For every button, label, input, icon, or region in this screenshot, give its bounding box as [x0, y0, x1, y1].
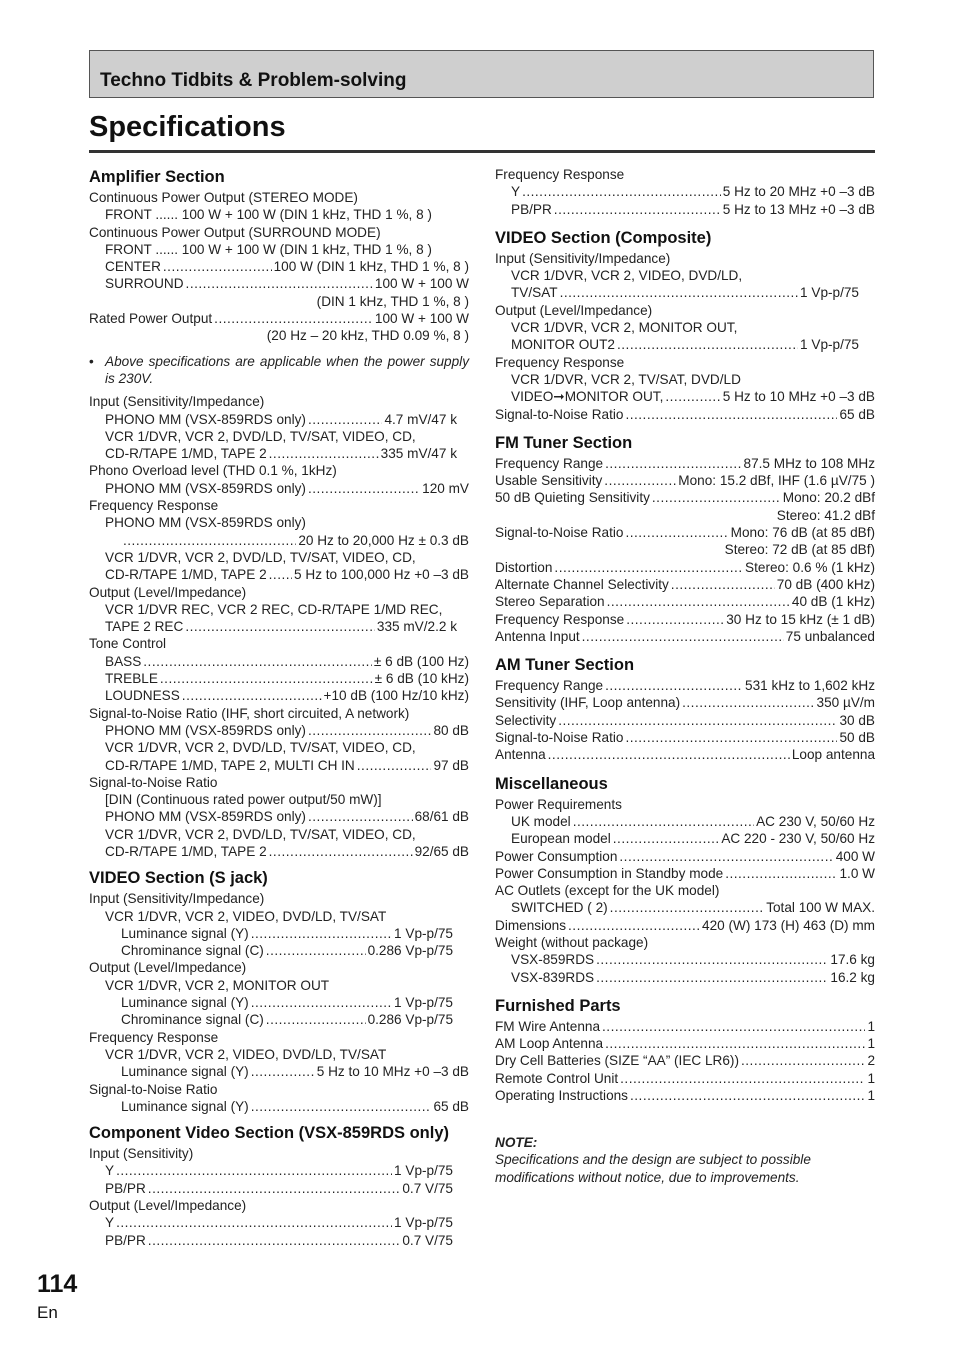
spec-value: 0.7 V/75 — [402, 1232, 453, 1248]
spec-row — [495, 951, 875, 968]
spec-value: Mono: 15.2 dBf, IHF (1.6 µV/75 ) — [678, 473, 875, 489]
spec-line: Output (Level/Impedance) — [89, 960, 247, 976]
spec-value: +10 dB (100 Hz/10 kHz) — [323, 688, 469, 704]
spec-value: 0.286 Vp-p/75 — [367, 943, 453, 959]
spec-row — [89, 1098, 469, 1115]
spec-label: Signal-to-Noise Ratio — [495, 406, 624, 422]
spec-row — [89, 757, 469, 774]
spec-value: 100 W (DIN 1 kHz, THD 1 %, 8 ) — [273, 259, 469, 275]
spec-value: 50 dB — [839, 730, 875, 746]
spec-line: VCR 1/DVR, VCR 2, VIDEO, DVD/LD, TV/SAT — [105, 1046, 387, 1062]
spec-label: CD-R/TAPE 1/MD, TAPE 2 — [105, 567, 267, 583]
spec-value: 400 W — [835, 848, 875, 864]
spec-label: TREBLE — [105, 671, 158, 687]
spec-label: PHONO MM (VSX-859RDS only) — [105, 480, 306, 496]
spec-row — [495, 628, 875, 645]
spec-line: [DIN (Continuous rated power output/50 mW)] — [105, 792, 382, 808]
spec-value: 20 Hz to 20,000 Hz ± 0.3 dB — [298, 532, 469, 548]
fm-tuner-heading: FM Tuner Section — [495, 433, 633, 452]
spec-row — [89, 618, 469, 635]
spec-row — [89, 1063, 469, 1080]
spec-label: SWITCHED ( 2) — [511, 900, 608, 916]
spec-row — [89, 566, 469, 583]
spec-label: LOUDNESS — [105, 688, 180, 704]
spec-label: PHONO MM (VSX-859RDS only) — [105, 722, 306, 738]
spec-label: Y — [511, 184, 521, 200]
spec-value: 5 Hz to 10 MHz +0 –3 dB — [316, 1064, 469, 1080]
spec-row — [89, 445, 469, 462]
spec-label: Frequency Range — [495, 455, 604, 471]
spec-line: Signal-to-Noise Ratio — [89, 774, 218, 790]
spec-label: Chrominance signal (C) — [121, 943, 264, 959]
spec-label: MONITOR OUT2 — [511, 337, 615, 353]
spec-value: 87.5 MHz to 108 MHz — [743, 455, 875, 471]
spec-label: PHONO MM (VSX-859RDS only) — [105, 809, 306, 825]
section-header-label: Techno Tidbits & Problem-solving — [100, 70, 407, 91]
spec-label: Power Consumption in Standby mode — [495, 865, 724, 881]
spec-label: SURROUND — [105, 276, 184, 292]
spec-row — [495, 969, 875, 986]
spec-label: TAPE 2 REC — [105, 619, 184, 635]
spec-label: VIDEO➞MONITOR OUT, — [511, 389, 664, 405]
spec-label: CD-R/TAPE 1/MD, TAPE 2, MULTI CH IN — [105, 757, 355, 773]
spec-value: 65 dB — [433, 1098, 469, 1114]
furnished-parts-heading: Furnished Parts — [495, 996, 621, 1015]
spec-line: Frequency Response — [89, 1029, 219, 1045]
spec-value: 1 — [867, 1088, 875, 1104]
spec-line: VCR 1/DVR, VCR 2, MONITOR OUT — [105, 977, 330, 993]
spec-line: FRONT ...... 100 W + 100 W (DIN 1 kHz, THD 1 %, 8 ) — [105, 241, 432, 257]
spec-line: Frequency Response — [495, 354, 625, 370]
spec-line: VCR 1/DVR, VCR 2, VIDEO, DVD/LD, — [511, 268, 743, 284]
spec-label: Remote Control Unit — [495, 1070, 619, 1086]
spec-value: 4.7 mV/47 k — [384, 411, 457, 427]
spec-row — [495, 917, 875, 934]
spec-row — [495, 1052, 875, 1069]
spec-value: 5 Hz to 13 MHz +0 –3 dB — [722, 201, 875, 217]
spec-row — [89, 925, 469, 942]
spec-value: 100 W + 100 W — [374, 311, 469, 327]
spec-line: Output (Level/Impedance) — [89, 1198, 247, 1214]
spec-value: Loop antenna — [791, 747, 875, 763]
spec-row — [495, 694, 875, 711]
spec-value: 120 mV — [422, 480, 469, 496]
spec-row — [89, 480, 469, 497]
spec-label: PB/PR — [105, 1180, 146, 1196]
spec-row — [89, 1180, 469, 1197]
spec-label: TV/SAT — [511, 285, 558, 301]
spec-value: 30 dB — [839, 712, 875, 728]
spec-label: Luminance signal (Y) — [121, 995, 249, 1011]
spec-value: 70 dB (400 kHz) — [776, 576, 875, 592]
spec-label: CENTER — [105, 259, 161, 275]
spec-label: UK model — [511, 813, 571, 829]
left-column — [89, 162, 469, 1249]
spec-line: AC Outlets (except for the UK model) — [495, 883, 720, 899]
spec-value: Total 100 W MAX. — [766, 900, 875, 916]
spec-value: 335 mV/47 k — [380, 446, 457, 462]
spec-label: PB/PR — [105, 1232, 146, 1248]
spec-label: CD-R/TAPE 1/MD, TAPE 2 — [105, 446, 267, 462]
spec-label: Alternate Channel Selectivity — [495, 576, 669, 592]
spec-value: 5 Hz to 100,000 Hz +0 –3 dB — [294, 567, 469, 583]
spec-row — [89, 843, 469, 860]
spec-label: Signal-to-Noise Ratio — [495, 525, 624, 541]
spec-value: 350 µV/m — [816, 695, 875, 711]
spec-line: Input (Sensitivity) — [89, 1146, 194, 1162]
note-title: NOTE: — [495, 1135, 538, 1151]
spec-value: 16.2 kg — [830, 969, 875, 985]
spec-row — [89, 1162, 469, 1179]
spec-line: Stereo: 41.2 dBf — [776, 507, 875, 523]
spec-value: Mono: 20.2 dBf — [782, 490, 875, 506]
spec-value: 100 W + 100 W — [374, 276, 469, 292]
spec-label: VSX-859RDS — [511, 952, 595, 968]
spec-line: Signal-to-Noise Ratio — [89, 1081, 218, 1097]
amplifier-heading: Amplifier Section — [89, 168, 225, 186]
spec-row — [495, 284, 875, 301]
spec-value: 1 Vp-p/75 — [394, 1163, 453, 1179]
note-text: Above specifications are applicable when the power supply is 230V. — [105, 353, 469, 386]
spec-label: FM Wire Antenna — [495, 1018, 601, 1034]
spec-row — [495, 865, 875, 882]
spec-row — [89, 722, 469, 739]
spec-line: VCR 1/DVR, VCR 2, DVD/LD, TV/SAT, VIDEO, CD, — [105, 740, 416, 756]
spec-line: VCR 1/DVR, VCR 2, TV/SAT, DVD/LD — [511, 371, 741, 387]
spec-row — [89, 1232, 469, 1249]
spec-line: Tone Control — [89, 636, 167, 652]
spec-row — [495, 1035, 875, 1052]
spec-label: Luminance signal (Y) — [121, 925, 249, 941]
spec-label: Chrominance signal (C) — [121, 1012, 264, 1028]
spec-label: AM Loop Antenna — [495, 1036, 604, 1052]
spec-value: 335 mV/2.2 k — [376, 619, 457, 635]
spec-value: 1 Vp-p/75 — [394, 995, 453, 1011]
spec-value: Stereo: 0.6 % (1 kHz) — [745, 559, 875, 575]
spec-line: Signal-to-Noise Ratio (IHF, short circuited, A network) — [89, 705, 410, 721]
spec-value: 40 dB (1 kHz) — [791, 594, 875, 610]
spec-value: 1 — [867, 1018, 875, 1034]
spec-line: FRONT ...... 100 W + 100 W (DIN 1 kHz, THD 1 %, 8 ) — [105, 207, 432, 223]
spec-row — [495, 729, 875, 746]
spec-label: Stereo Separation — [495, 594, 605, 610]
spec-row — [495, 899, 875, 916]
spec-value: 1 — [867, 1036, 875, 1052]
power-supply-note: • Above specifications are applicable when the power supply is 230V. — [89, 353, 469, 386]
spec-line: Output (Level/Impedance) — [89, 584, 247, 600]
spec-value: 420 (W) 173 (H) 463 (D) mm — [702, 917, 875, 933]
spec-label: Y — [105, 1215, 115, 1231]
spec-value: 1 Vp-p/75 — [394, 1215, 453, 1231]
spec-row — [89, 411, 469, 428]
spec-value: AC 220 - 230 V, 50/60 Hz — [721, 831, 875, 847]
spec-value: 97 dB — [433, 757, 469, 773]
spec-line: Weight (without package) — [495, 934, 649, 950]
spec-value: AC 230 V, 50/60 Hz — [756, 813, 875, 829]
spec-label: Signal-to-Noise Ratio — [495, 730, 624, 746]
spec-row — [495, 746, 875, 763]
spec-value: 1 Vp-p/75 — [800, 337, 859, 353]
spec-value: 75 unbalanced — [785, 628, 875, 644]
spec-line: Power Requirements — [495, 796, 622, 812]
spec-row — [495, 848, 875, 865]
spec-label: Operating Instructions — [495, 1088, 628, 1104]
spec-value: 5 Hz to 20 MHz +0 –3 dB — [722, 184, 875, 200]
miscellaneous-heading: Miscellaneous — [495, 774, 608, 793]
spec-line: Phono Overload level (THD 0.1 %, 1kHz) — [89, 463, 337, 479]
spec-value: 1.0 W — [839, 865, 875, 881]
spec-row — [89, 653, 469, 670]
spec-line: VCR 1/DVR, VCR 2, VIDEO, DVD/LD, TV/SAT — [105, 908, 387, 924]
spec-label: Selectivity — [495, 712, 557, 728]
spec-row — [89, 310, 469, 327]
spec-row — [89, 1011, 469, 1028]
spec-line: Continuous Power Output (STEREO MODE) — [89, 190, 358, 205]
spec-row — [495, 455, 875, 472]
spec-label: Rated Power Output — [89, 311, 213, 327]
spec-label: Distortion — [495, 559, 553, 575]
spec-label: European model — [511, 831, 611, 847]
spec-row — [495, 183, 875, 200]
spec-line: Frequency Response — [89, 498, 219, 514]
spec-row — [495, 406, 875, 423]
right-column — [495, 162, 875, 1186]
spec-label: Frequency Range — [495, 678, 604, 694]
spec-row — [89, 994, 469, 1011]
spec-row — [495, 489, 875, 506]
spec-row — [495, 830, 875, 847]
spec-value: 80 dB — [433, 722, 469, 738]
spec-row — [89, 670, 469, 687]
spec-line: Output (Level/Impedance) — [495, 302, 653, 318]
spec-value: 30 Hz to 15 kHz (± 1 dB) — [726, 611, 875, 627]
spec-label: PHONO MM (VSX-859RDS only) — [105, 411, 306, 427]
spec-row — [89, 258, 469, 275]
spec-line: Continuous Power Output (SURROUND MODE) — [89, 224, 381, 240]
spec-label: Dimensions — [495, 917, 567, 933]
spec-row — [495, 813, 875, 830]
spec-line: (20 Hz – 20 kHz, THD 0.09 %, 8 ) — [266, 328, 469, 344]
spec-value: 92/65 dB — [414, 843, 469, 859]
spec-row — [89, 942, 469, 959]
spec-line: VCR 1/DVR, VCR 2, DVD/LD, TV/SAT, VIDEO, CD, — [105, 428, 416, 444]
spec-row — [495, 576, 875, 593]
spec-value: 1 — [867, 1070, 875, 1086]
spec-row — [495, 1018, 875, 1035]
title-divider — [89, 150, 875, 153]
spec-value: ± 6 dB (10 kHz) — [374, 671, 469, 687]
spec-label: Antenna Input — [495, 628, 580, 644]
spec-value: 5 Hz to 10 MHz +0 –3 dB — [722, 389, 875, 405]
spec-value: 65 dB — [839, 406, 875, 422]
spec-line: PHONO MM (VSX-859RDS only) — [105, 515, 306, 531]
spec-row — [495, 593, 875, 610]
spec-label: 50 dB Quieting Sensitivity — [495, 490, 650, 506]
spec-value: 1 Vp-p/75 — [800, 285, 859, 301]
spec-label: Luminance signal (Y) — [121, 1064, 249, 1080]
section-header — [89, 50, 874, 98]
spec-label: CD-R/TAPE 1/MD, TAPE 2 — [105, 843, 267, 859]
spec-line: (DIN 1 kHz, THD 1 %, 8 ) — [316, 293, 469, 309]
spec-value: Mono: 76 dB (at 85 dBf) — [730, 525, 875, 541]
spec-row — [495, 1087, 875, 1104]
video-s-heading: VIDEO Section (S jack) — [89, 869, 268, 888]
spec-line: Stereo: 72 dB (at 85 dBf) — [724, 542, 875, 558]
spec-value: 2 — [867, 1053, 875, 1069]
spec-row — [495, 1070, 875, 1087]
page-title: Specifications — [89, 111, 286, 143]
spec-label: Sensitivity (IHF, Loop antenna) — [495, 695, 681, 711]
component-video-heading: Component Video Section (VSX-859RDS only) — [89, 1124, 449, 1143]
spec-value: 1 Vp-p/75 — [394, 925, 453, 941]
page-number: 114 — [37, 1270, 78, 1298]
spec-row — [495, 524, 875, 541]
spec-label: Usable Sensitivity — [495, 473, 603, 489]
spec-value: 0.7 V/75 — [402, 1180, 453, 1196]
spec-label: Antenna — [495, 747, 546, 763]
note-block — [495, 1134, 875, 1186]
spec-line: VCR 1/DVR REC, VCR 2 REC, CD-R/TAPE 1/MD REC, — [105, 601, 443, 617]
spec-line: Input (Sensitivity/Impedance) — [89, 394, 265, 410]
note-text: Specifications and the design are subject to possible modifications without notice, due to improvements. — [495, 1152, 811, 1185]
spec-label: BASS — [105, 653, 142, 669]
am-tuner-heading: AM Tuner Section — [495, 656, 635, 675]
spec-row — [495, 559, 875, 576]
spec-row — [495, 388, 875, 405]
spec-line: VCR 1/DVR, VCR 2, DVD/LD, TV/SAT, VIDEO, CD, — [105, 549, 416, 565]
spec-label: Power Consumption — [495, 848, 618, 864]
video-composite-heading: VIDEO Section (Composite) — [495, 228, 712, 247]
spec-value: ± 6 dB (100 Hz) — [373, 653, 469, 669]
spec-row — [89, 1214, 469, 1231]
spec-row — [495, 677, 875, 694]
spec-row — [495, 611, 875, 628]
spec-line: VCR 1/DVR, VCR 2, DVD/LD, TV/SAT, VIDEO, CD, — [105, 826, 416, 842]
spec-value: 68/61 dB — [414, 809, 469, 825]
spec-label: PB/PR — [511, 201, 552, 217]
spec-row — [495, 336, 875, 353]
spec-value: 17.6 kg — [830, 952, 875, 968]
spec-row — [495, 201, 875, 218]
spec-line: VCR 1/DVR, VCR 2, MONITOR OUT, — [511, 320, 738, 336]
spec-row — [495, 472, 875, 489]
spec-line: Input (Sensitivity/Impedance) — [89, 891, 265, 907]
spec-row — [89, 687, 469, 704]
spec-value: 531 kHz to 1,602 kHz — [745, 678, 875, 694]
spec-label: Y — [105, 1163, 115, 1179]
spec-row — [89, 808, 469, 825]
spec-row — [89, 275, 469, 292]
spec-label: Frequency Response — [495, 611, 625, 627]
spec-label: VSX-839RDS — [511, 969, 595, 985]
spec-value: 0.286 Vp-p/75 — [367, 1012, 453, 1028]
spec-row — [495, 712, 875, 729]
spec-label: Dry Cell Batteries (SIZE “AA” (IEC LR6)) — [495, 1053, 739, 1069]
spec-label: Luminance signal (Y) — [121, 1098, 249, 1114]
page-language: En — [37, 1303, 58, 1322]
spec-line: Frequency Response — [495, 167, 625, 182]
spec-line: Input (Sensitivity/Impedance) — [495, 250, 671, 266]
spec-row — [89, 532, 469, 549]
